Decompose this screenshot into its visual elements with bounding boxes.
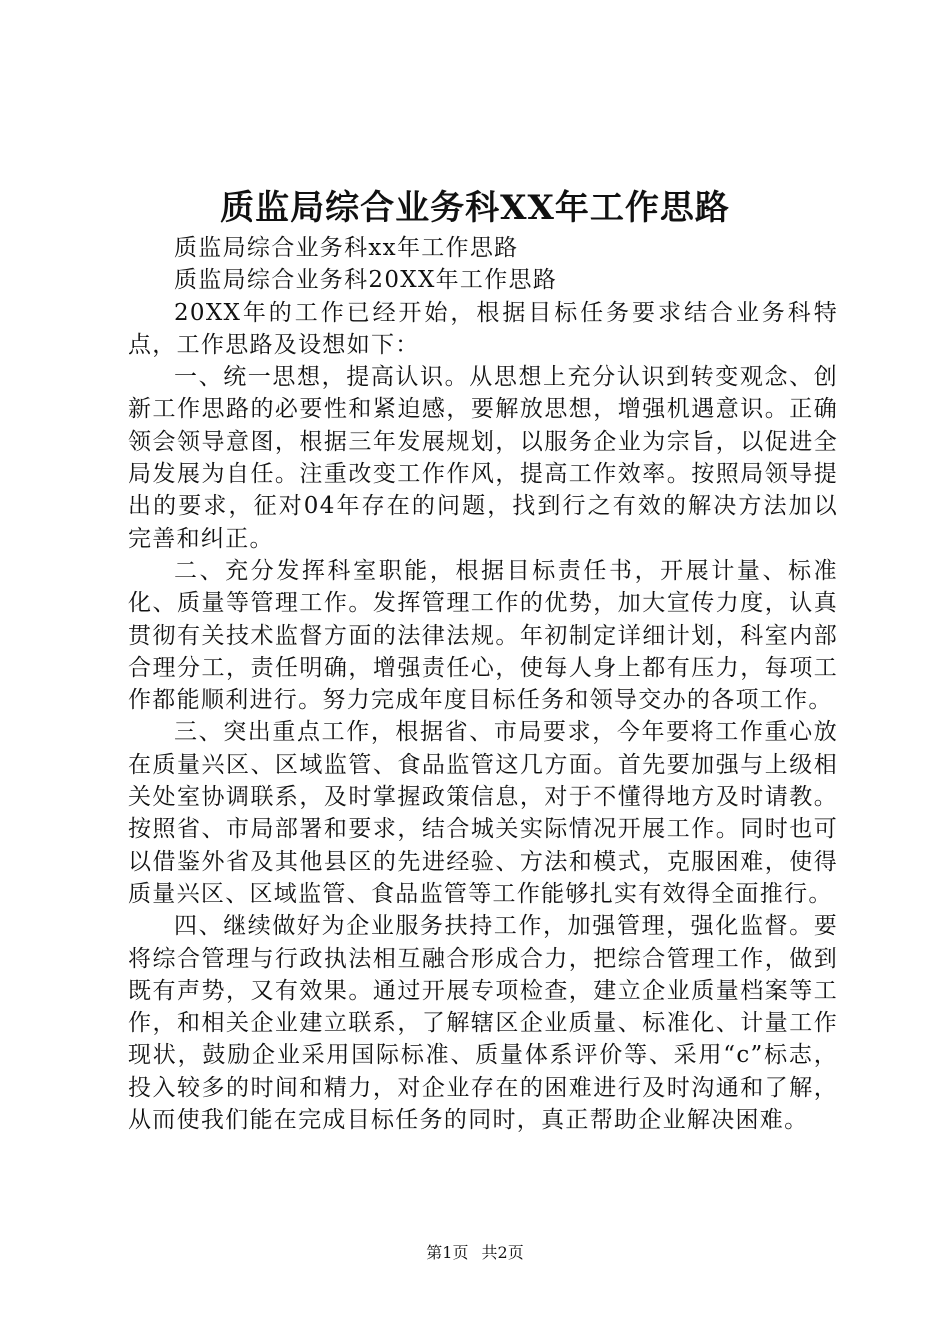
paragraph-section-4: 四、继续做好为企业服务扶持工作，加强管理，强化监督。要将综合管理与行政执法相互融合形成合力，把综合管理工作，做到既有声势，又有效果。通过开展专项检查，建立企业质量档案等工作，和相关企业建立联系，了解辖区企业质量、标准化、计量工作现状，鼓励企业采用国际标准、质量体系评价等、采用“c”标志，投入较多的时间和精力，对企业存在的困难进行及时沟通和了解，从而使我们能在完成目标任务的同时，真正帮助企业解决困难。 [128,913,838,1134]
paragraph-section-1: 一、统一思想，提高认识。从思想上充分认识到转变观念、创新工作思路的必要性和紧迫感，要解放思想，增强机遇意识。正确领会领导意图，根据三年发展规划，以服务企业为宗旨，以促进全局发展为自任。注重改变工作作风，提高工作效率。按照局领导提出的要求，征对04年存在的问题，找到行之有效的解决方法加以完善和纠正。 [128,364,838,552]
document-title: 质监局综合业务科XX年工作思路 [220,188,730,228]
page-footer [0,1242,950,1264]
paragraph-subtitle-1: 质监局综合业务科xx年工作思路 [174,235,519,261]
paragraph-section-2: 二、充分发挥科室职能，根据目标责任书，开展计量、标准化、质量等管理工作。发挥管理工作的优势，加大宣传力度，认真贯彻有关技术监督方面的法律法规。年初制定详细计划，科室内部合理分工，责任明确，增强责任心，使每人身上都有压力，每项工作都能顺利进行。努力完成年度目标任务和领导交办的各项工作。 [128,557,838,714]
document-body [128,232,838,1136]
page-total: 共2页 [481,1243,524,1262]
paragraph-subtitle-2: 质监局综合业务科20XX年工作思路 [174,267,558,294]
page-number: 第1页 [426,1243,469,1262]
paragraph-section-3: 三、突出重点工作，根据省、市局要求，今年要将工作重心放在质量兴区、区域监管、食品监管这几方面。首先要加强与上级相关处室协调联系，及时掌握政策信息，对于不懂得地方及时请教。按照省、市局部署和要求，结合城关实际情况开展工作。同时也可以借鉴外省及其他县区的先进经验、方法和模式，克服困难，使得质量兴区、区域监管、食品监管等工作能够扎实有效得全面推行。 [128,719,838,907]
paragraph-intro: 20XX年的工作已经开始，根据目标任务要求结合业务科特点，工作思路及设想如下： [128,299,838,358]
